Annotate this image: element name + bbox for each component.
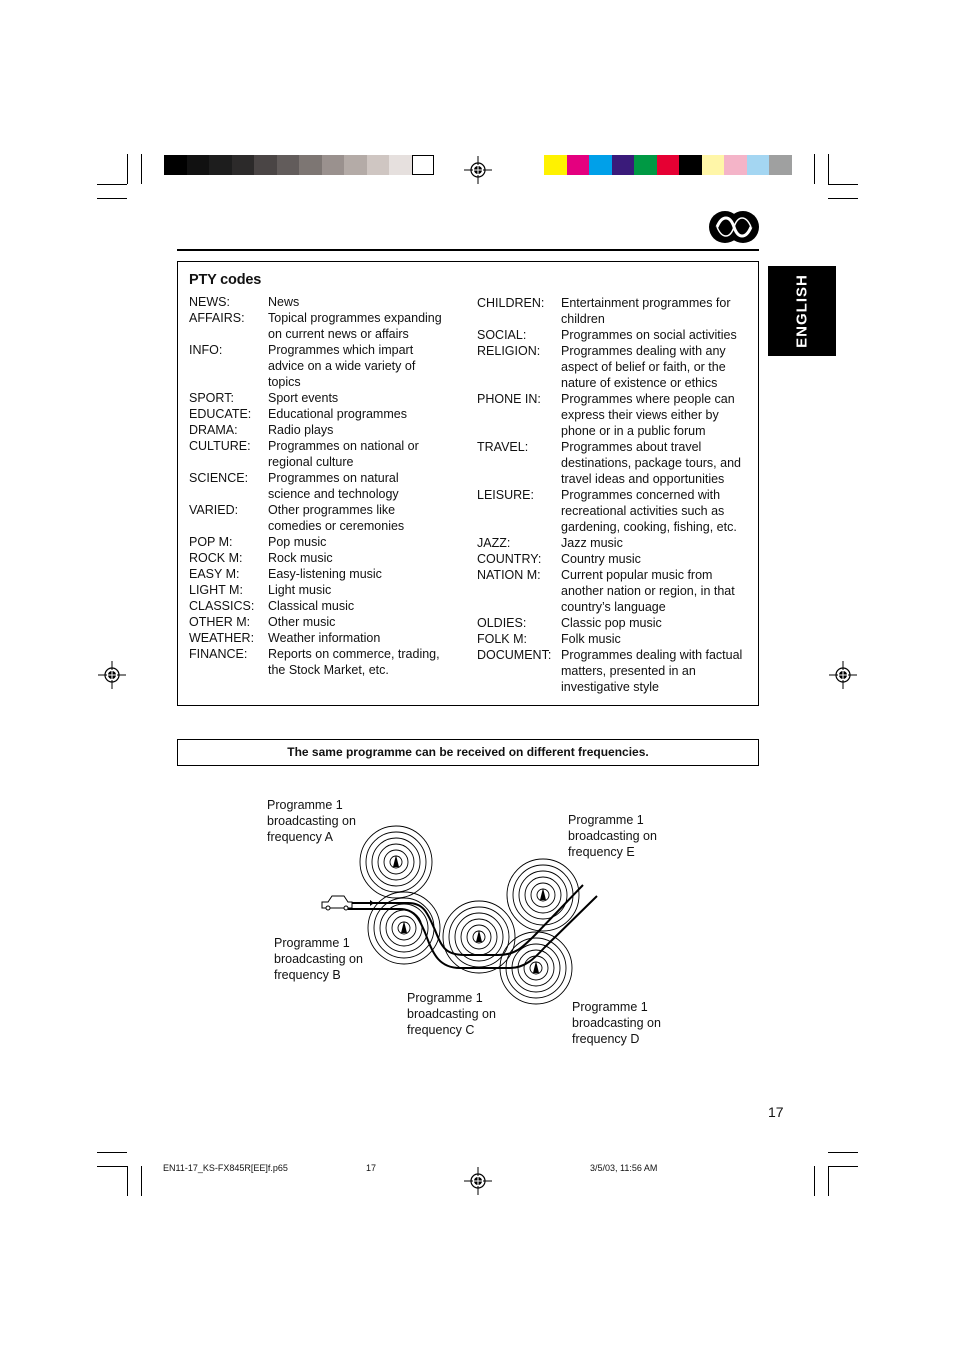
pty-code: FINANCE:	[189, 647, 248, 661]
pty-description: Programmes dealing with factual	[561, 648, 743, 662]
pty-codes-title: PTY codes	[189, 272, 262, 288]
pty-description: Radio plays	[268, 423, 334, 437]
calibration-swatch	[657, 155, 680, 175]
road-line	[348, 896, 597, 968]
pty-code: SPORT:	[189, 391, 234, 405]
pty-code: TRAVEL:	[477, 440, 529, 454]
transmitter-tower-icon	[507, 859, 579, 931]
calibration-swatch	[679, 155, 702, 175]
pty-code: COUNTRY:	[477, 552, 542, 566]
pty-code: FOLK M:	[477, 632, 528, 646]
pty-code: RELIGION:	[477, 344, 541, 358]
registration-mark-icon	[829, 661, 857, 689]
pty-description: nature of existence or ethics	[561, 376, 718, 390]
registration-mark-icon	[464, 1167, 492, 1195]
calibration-swatch	[164, 155, 187, 175]
pty-description: Reports on commerce, trading,	[268, 647, 440, 661]
pty-description: matters, presented in an	[561, 664, 696, 678]
pty-description: another nation or region, in that	[561, 584, 735, 598]
pty-description: aspect of belief or faith, or the	[561, 360, 726, 374]
page-number: 17	[768, 1104, 784, 1120]
pty-description: Folk music	[561, 632, 621, 646]
pty-code: AFFAIRS:	[189, 311, 245, 325]
pty-code: NATION M:	[477, 568, 541, 582]
pty-description: Jazz music	[561, 536, 623, 550]
pty-code: VARIED:	[189, 503, 239, 517]
pty-description: Programmes on natural	[268, 471, 399, 485]
pty-description: Educational programmes	[268, 407, 407, 421]
calibration-swatch	[747, 155, 770, 175]
pty-description: Other music	[268, 615, 336, 629]
calibration-swatch	[589, 155, 612, 175]
crop-mark	[828, 1166, 829, 1196]
label-frequency-e: Programme 1 broadcasting on frequency E	[568, 813, 657, 859]
footer-file: EN11-17_KS-FX845R[EE]f.p65	[163, 1163, 288, 1173]
crop-mark	[828, 198, 858, 199]
calibration-swatch	[389, 155, 412, 175]
calibration-swatch	[567, 155, 590, 175]
pty-code: JAZZ:	[477, 536, 511, 550]
pty-description: Country music	[561, 552, 641, 566]
pty-code: PHONE IN:	[477, 392, 541, 406]
registration-mark-icon	[98, 661, 126, 689]
calibration-swatch	[769, 155, 792, 175]
direction-arrow-icon	[358, 900, 374, 906]
crop-mark	[127, 1166, 128, 1196]
pty-description: topics	[268, 375, 301, 389]
pty-description: Other programmes like	[268, 503, 396, 517]
pty-description: science and technology	[268, 487, 399, 501]
crop-mark	[97, 1152, 127, 1153]
registration-mark-icon	[464, 156, 492, 184]
pty-description: comedies or ceremonies	[268, 519, 405, 533]
pty-code: INFO:	[189, 343, 223, 357]
label-frequency-d: Programme 1 broadcasting on frequency D	[572, 1000, 661, 1046]
calibration-swatch	[209, 155, 232, 175]
crop-mark	[97, 1166, 127, 1167]
pty-description: Programmes which impart	[268, 343, 414, 357]
pty-description: Classical music	[268, 599, 355, 613]
pty-description: recreational activities such as	[561, 504, 725, 518]
label-frequency-a: Programme 1 broadcasting on frequency A	[267, 798, 356, 844]
crop-mark	[828, 184, 858, 185]
pty-code: WEATHER:	[189, 631, 255, 645]
pty-code: SCIENCE:	[189, 471, 249, 485]
pty-description: Programmes concerned with	[561, 488, 721, 502]
crop-mark	[97, 198, 127, 199]
pty-description: Entertainment programmes for	[561, 296, 731, 310]
pty-description: express their views either by	[561, 408, 719, 422]
pty-code: SOCIAL:	[477, 328, 527, 342]
pty-code: LIGHT M:	[189, 583, 243, 597]
pty-description: Topical programmes expanding	[268, 311, 442, 325]
pty-code: DRAMA:	[189, 423, 238, 437]
rds-logo-icon	[708, 209, 760, 245]
pty-description: Programmes about travel	[561, 440, 702, 454]
notice-box	[177, 739, 759, 766]
pty-description: phone or in a public forum	[561, 424, 706, 438]
pty-code: EDUCATE:	[189, 407, 252, 421]
pty-code: OTHER M:	[189, 615, 251, 629]
car-icon	[322, 896, 352, 910]
label-frequency-c: Programme 1 broadcasting on frequency C	[407, 991, 496, 1037]
transmitter-towers	[360, 826, 579, 1004]
pty-code: CLASSICS:	[189, 599, 255, 613]
pty-description: country’s language	[561, 600, 666, 614]
pty-description: children	[561, 312, 605, 326]
pty-description: Programmes where people can	[561, 392, 735, 406]
crop-mark	[814, 154, 815, 184]
pty-code: NEWS:	[189, 295, 230, 309]
calibration-swatch	[412, 155, 435, 175]
pty-code: LEISURE:	[477, 488, 534, 502]
pty-description: Sport events	[268, 391, 339, 405]
crop-mark	[828, 1166, 858, 1167]
calibration-swatch	[702, 155, 725, 175]
pty-description: destinations, package tours, and	[561, 456, 741, 470]
pty-description: Programmes on social activities	[561, 328, 737, 342]
calibration-swatch	[277, 155, 300, 175]
pty-code: CHILDREN:	[477, 296, 545, 310]
pty-description: advice on a wide variety of	[268, 359, 416, 373]
pty-code: POP M:	[189, 535, 233, 549]
pty-code: OLDIES:	[477, 616, 527, 630]
pty-description: investigative style	[561, 680, 659, 694]
calibration-swatch	[232, 155, 255, 175]
notice-text: The same programme can be received on different frequencies.	[287, 745, 649, 759]
calibration-swatch	[367, 155, 390, 175]
pty-description: Light music	[268, 583, 332, 597]
pty-code: ROCK M:	[189, 551, 243, 565]
calibration-swatch	[254, 155, 277, 175]
crop-mark	[97, 184, 127, 185]
crop-mark	[127, 154, 128, 184]
calibration-swatch	[544, 155, 567, 175]
pty-code: EASY M:	[189, 567, 240, 581]
pty-description: News	[268, 295, 300, 309]
pty-description: Rock music	[268, 551, 333, 565]
footer-page: 17	[366, 1163, 377, 1173]
calibration-swatch	[612, 155, 635, 175]
calibration-swatch	[322, 155, 345, 175]
crop-mark	[141, 1166, 142, 1196]
transmitter-tower-icon	[360, 826, 432, 898]
calibration-swatch	[299, 155, 322, 175]
pty-description: travel ideas and opportunities	[561, 472, 725, 486]
pty-description: on current news or affairs	[268, 327, 409, 341]
pty-description: regional culture	[268, 455, 354, 469]
pty-description: Pop music	[268, 535, 327, 549]
footer-datetime: 3/5/03, 11:56 AM	[590, 1163, 658, 1173]
pty-code: CULTURE:	[189, 439, 251, 453]
pty-description: Current popular music from	[561, 568, 713, 582]
language-tab-label: ENGLISH	[793, 274, 811, 348]
pty-codes-box	[177, 261, 759, 706]
pty-description: Programmes on national or	[268, 439, 419, 453]
pty-description: Weather information	[268, 631, 381, 645]
calibration-swatch	[187, 155, 210, 175]
pty-description: the Stock Market, etc.	[268, 663, 389, 677]
calibration-swatch	[634, 155, 657, 175]
pty-description: gardening, cooking, fishing, etc.	[561, 520, 737, 534]
pty-description: Classic pop music	[561, 616, 662, 630]
header-rule	[177, 249, 759, 251]
label-frequency-b: Programme 1 broadcasting on frequency B	[274, 936, 363, 982]
crop-mark	[814, 1166, 815, 1196]
pty-code: DOCUMENT:	[477, 648, 552, 662]
crop-mark	[141, 154, 142, 184]
crop-mark	[828, 154, 829, 184]
pty-description: Easy-listening music	[268, 567, 382, 581]
language-tab	[768, 266, 836, 356]
calibration-swatch	[724, 155, 747, 175]
pty-description: Programmes dealing with any	[561, 344, 726, 358]
crop-mark	[828, 1152, 858, 1153]
transmitter-tower-icon	[443, 901, 515, 973]
calibration-swatch	[344, 155, 367, 175]
